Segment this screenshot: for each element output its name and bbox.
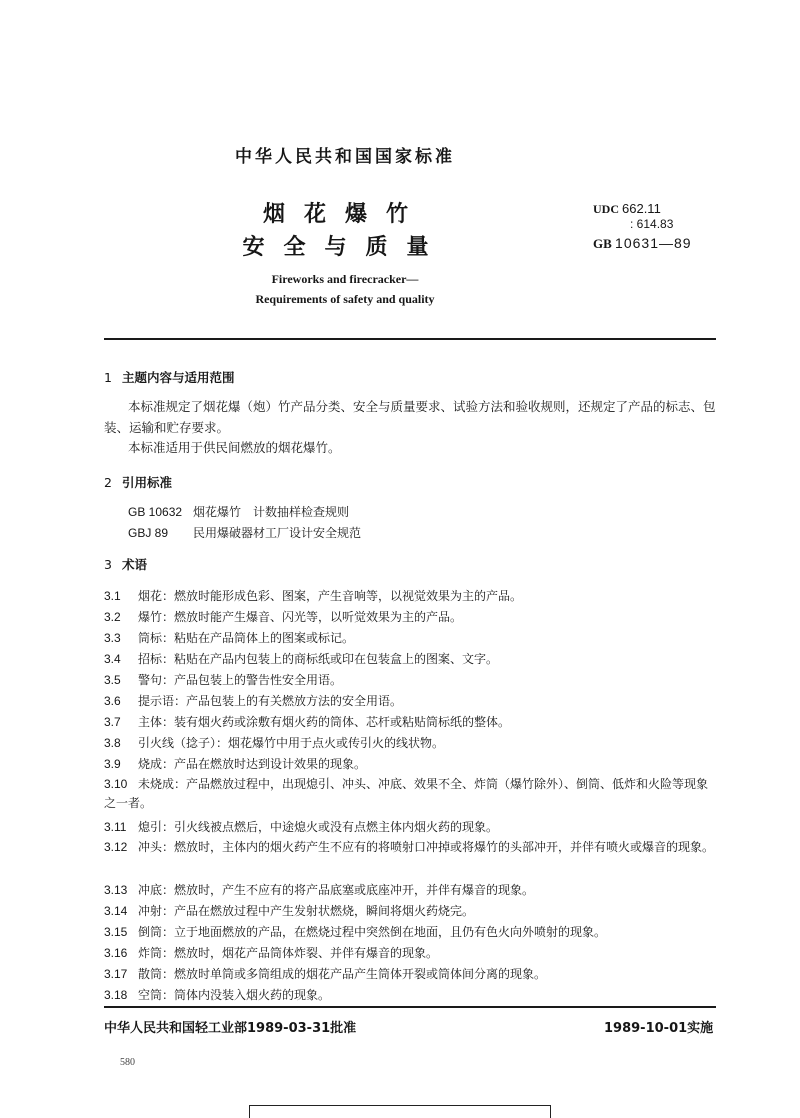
section-1-number: 1 (104, 370, 112, 385)
term-text: 冲射：产品在燃放过程中产生发射状燃烧，瞬间将烟火药烧完。 (138, 904, 475, 918)
reference-code: GB 10632 (128, 505, 183, 519)
term-number: 3.1 (104, 589, 121, 603)
term-number: 3.3 (104, 631, 121, 645)
section-1-heading (104, 368, 235, 386)
term-text: 烟花：燃放时能形成色彩、图案，产生音响等，以视觉效果为主的产品。 (138, 589, 523, 603)
term-item (104, 713, 510, 730)
term-number: 3.12 (104, 840, 128, 854)
section-1-paragraph-2: 本标准适用于供民间燃放的烟花爆竹。 (128, 440, 341, 455)
title-line-2: 安全与质量 (242, 235, 448, 260)
term-item (104, 692, 402, 709)
term-text: 主体：装有烟火药或涂敷有烟火药的筒体、芯杆或粘贴筒标纸的整体。 (138, 715, 511, 729)
term-item (104, 881, 534, 898)
term-number: 3.4 (104, 652, 121, 666)
term-number: 3.14 (104, 904, 128, 918)
reference-title: 烟花爆竹 计数抽样检查规则 (193, 505, 350, 519)
term-text: 爆竹：燃放时能产生爆音、闪光等，以听觉效果为主的产品。 (138, 610, 463, 624)
term-item (104, 986, 330, 1003)
term-text: 招标：粘贴在产品内包装上的商标纸或印在包装盒上的图案、文字。 (138, 652, 499, 666)
term-text: 冲头：燃放时，主体内的烟火药产生不应有的将喷射口冲掉或将爆竹的头部冲开，并伴有喷火或爆音的现象。 (138, 840, 715, 854)
reference-title: 民用爆破器材工厂设计安全规范 (193, 526, 362, 540)
term-text: 未烧成：产品燃放过程中，出现熄引、冲头、冲底、效果不全、炸筒（爆竹除外）、倒筒、低炸和火险等现象之一者。 (104, 777, 709, 810)
reference-item (128, 503, 349, 520)
section-2-title: 引用标准 (122, 475, 173, 490)
term-text: 筒标：粘贴在产品筒体上的图案或标记。 (138, 631, 355, 645)
term-item (104, 818, 498, 835)
term-text: 炸筒：燃放时，烟花产品筒体炸裂、并伴有爆音的现象。 (138, 946, 439, 960)
term-item (104, 608, 462, 625)
term-number: 3.7 (104, 715, 121, 729)
section-2-heading (104, 473, 172, 491)
english-title-line-2: Requirements of safety and quality (255, 292, 435, 306)
term-number: 3.18 (104, 988, 128, 1002)
term-item (104, 944, 438, 961)
term-item (104, 902, 474, 919)
section-1-paragraph-1: 本标准规定了烟花爆（炮）竹产品分类、安全与质量要求、试验方法和验收规则，还规定了产品的标志、包装、运输和贮存要求。 (104, 399, 716, 435)
section-3-heading (104, 555, 147, 573)
term-number: 3.13 (104, 883, 128, 897)
bottom-divider (104, 1006, 716, 1008)
term-item (104, 587, 522, 604)
section-3-title: 术语 (122, 557, 148, 572)
term-number: 3.16 (104, 946, 128, 960)
reference-code: GBJ 89 (128, 526, 169, 540)
section-1-title: 主题内容与适用范围 (122, 370, 235, 385)
udc-value-1: 662.11 (622, 201, 661, 216)
term-text: 散筒：燃放时单筒或多筒组成的烟花产品产生筒体开裂或筒体间分离的现象。 (138, 967, 547, 981)
section-3-number: 3 (104, 557, 112, 572)
term-number: 3.2 (104, 610, 121, 624)
title-line-1: 烟花爆竹 (262, 202, 427, 227)
bottom-frame-edge (249, 1105, 551, 1118)
term-number: 3.9 (104, 757, 121, 771)
term-number: 3.10 (104, 777, 128, 791)
gb-value: 10631—89 (615, 235, 692, 251)
term-number: 3.6 (104, 694, 121, 708)
term-item (104, 923, 606, 940)
term-number: 3.8 (104, 736, 121, 750)
term-text: 冲底：燃放时，产生不应有的将产品底塞或底座冲开，并伴有爆音的现象。 (138, 883, 535, 897)
term-text: 倒筒：立于地面燃放的产品，在燃烧过程中突然倒在地面，且仍有色火向外喷射的现象。 (138, 925, 607, 939)
term-text: 烧成：产品在燃放时达到设计效果的现象。 (138, 757, 367, 771)
udc-value-2: : 614.83 (630, 217, 674, 231)
term-text: 引火线（捻子）：烟花爆竹中用于点火或传引火的线状物。 (138, 736, 445, 750)
term-item (104, 629, 354, 646)
udc-code (593, 201, 661, 217)
term-number: 3.11 (104, 820, 127, 834)
effective-date: 1989-10-01实施 (604, 1021, 714, 1036)
top-divider (104, 338, 716, 340)
term-number: 3.15 (104, 925, 128, 939)
gb-label: GB (593, 236, 612, 251)
page-number: 580 (120, 1057, 135, 1068)
udc-label: UDC (593, 202, 619, 216)
term-number: 3.17 (104, 967, 128, 981)
term-item (104, 650, 498, 667)
gb-code (593, 235, 692, 252)
term-item (104, 755, 366, 772)
section-2-number: 2 (104, 475, 112, 490)
term-number: 3.5 (104, 673, 121, 687)
term-text: 空筒：筒体内没装入烟火药的现象。 (138, 988, 331, 1002)
term-item (104, 965, 546, 982)
term-item (104, 671, 342, 688)
english-title-line-1: Fireworks and firecracker— (271, 272, 419, 286)
national-standard-heading: 中华人民共和国国家标准 (235, 147, 455, 167)
term-text: 警句：产品包装上的警告性安全用语。 (138, 673, 343, 687)
term-item (104, 775, 718, 813)
approval-line: 中华人民共和国轻工业部1989-03-31批准 (104, 1021, 357, 1036)
reference-item (128, 524, 361, 541)
term-item (104, 734, 444, 751)
term-text: 熄引：引火线被点燃后，中途熄火或没有点燃主体内烟火药的现象。 (138, 820, 499, 834)
term-text: 提示语：产品包装上的有关燃放方法的安全用语。 (138, 694, 403, 708)
term-item (104, 838, 718, 857)
